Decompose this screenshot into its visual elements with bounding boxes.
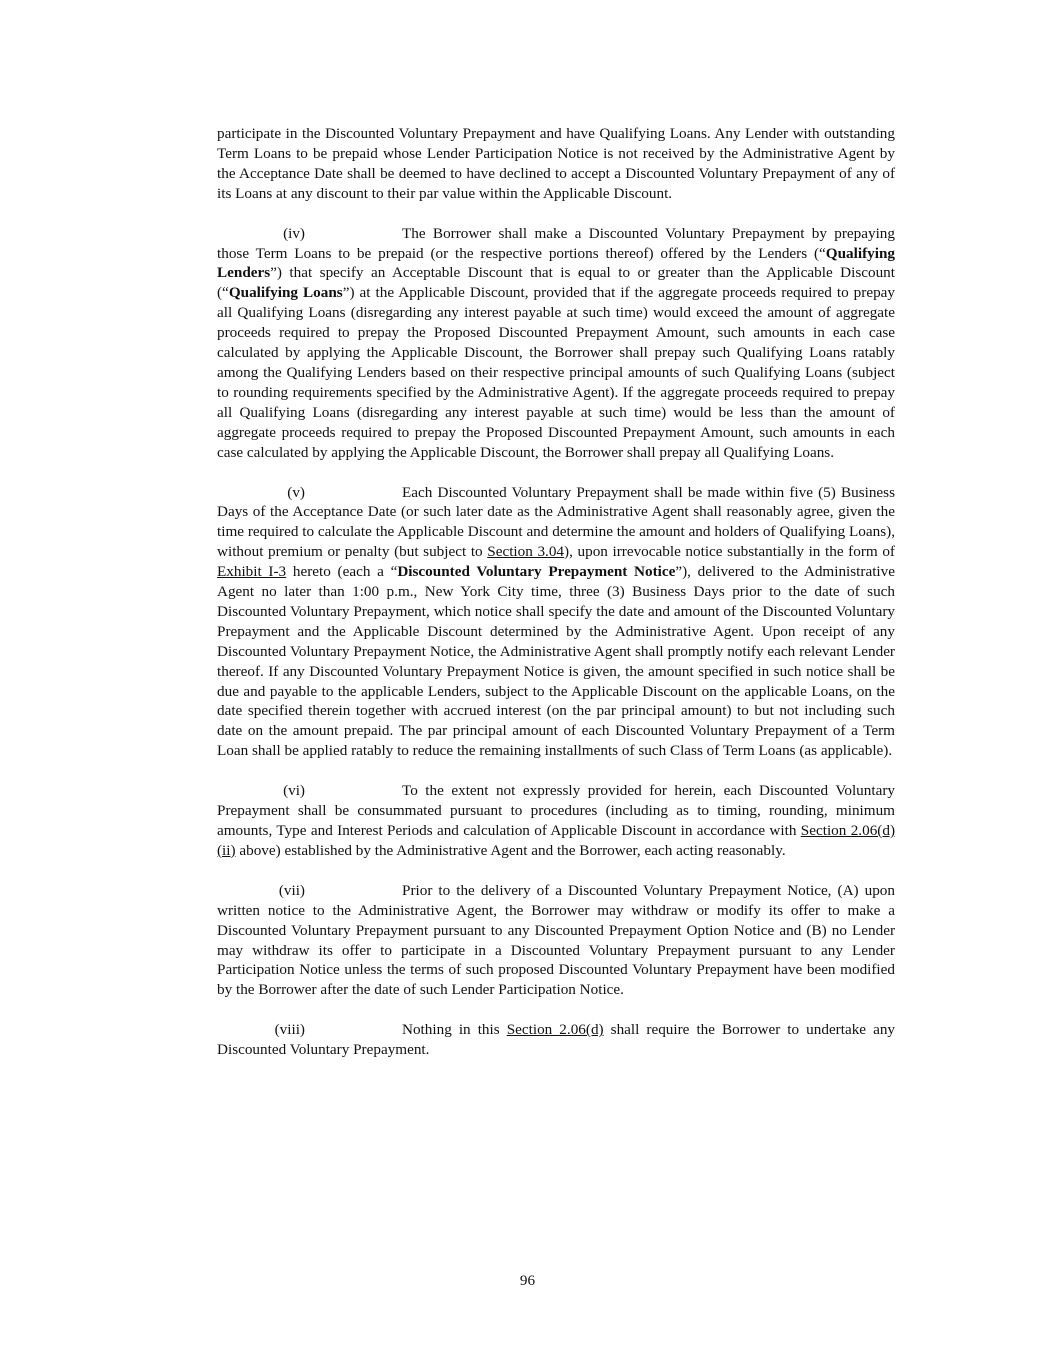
- clause-v: (v) Each Discounted Voluntary Prepayment shall be made within five (5) Business Days of the Acceptance Date (or such later date as the Administrative Agent shall reasonably agree, given the time required to calculate the Applicable Discount and determine the amount and holders of Qualifying Loans), without premium or penalty (but subject to Section 3.04), upon irrevocable notice substantially in the form of Exhibit I-3 hereto (each a “Discounted Voluntary Prepayment Notice”), delivered to the Administrative Agent no later than 1:00 p.m., New York City time, three (3) Business Days prior to the date of such Discounted Voluntary Prepayment, which notice shall specify the date and amount of the Discounted Voluntary Prepayment and the Applicable Discount determined by the Administrative Agent. Upon receipt of any Discounted Voluntary Prepayment Notice, the Administrative Agent shall promptly notify each relevant Lender thereof. If any Discounted Voluntary Prepayment Notice is given, the amount specified in such notice shall be due and payable to the applicable Lenders, subject to the Applicable Discount on the applicable Loans, on the date specified therein together with accrued interest (on the par principal amount) to but not including such date on the amount prepaid. The par principal amount of each Discounted Voluntary Prepayment of a Term Loan shall be applied ratably to reduce the remaining installments of such Class of Term Loans (as applicable).: [217, 483, 895, 760]
- clause-iv: (iv) The Borrower shall make a Discounted Voluntary Prepayment by prepaying those Term Loans to be prepaid (or the respective portions thereof) offered by the Lenders (“Qualifying Lenders”) that specify an Acceptable Discount that is equal to or greater than the Applicable Discount (“Qualifying Loans”) at the Applicable Discount, provided that if the aggregate proceeds required to prepay all Qualifying Loans (disregarding any interest payable at such time) would exceed the amount of aggregate proceeds required to prepay the Proposed Discounted Prepayment Amount, such amounts in each case calculated by applying the Applicable Discount, the Borrower shall prepay such Qualifying Loans ratably among the Qualifying Lenders based on their respective principal amounts of such Qualifying Loans (subject to rounding requirements specified by the Administrative Agent). If the aggregate proceeds required to prepay all Qualifying Loans (disregarding any interest payable at such time) would be less than the amount of aggregate proceeds required to prepay the Proposed Discounted Prepayment Amount, such amounts in each case calculated by applying the Applicable Discount, the Borrower shall prepay all Qualifying Loans.: [217, 224, 895, 461]
- document-body: [217, 124, 895, 1080]
- clause-number: (viii): [274, 1021, 305, 1039]
- clause-viii: (viii) Nothing in this Section 2.06(d) shall require the Borrower to undertake any Discounted Voluntary Prepayment.: [217, 1021, 896, 1059]
- exhibit-reference: Exhibit I-3: [217, 563, 287, 581]
- clause-number: (v): [287, 483, 305, 501]
- clause-vi: (vi) To the extent not expressly provided for herein, each Discounted Voluntary Prepayment shall be consummated pursuant to procedures (including as to timing, rounding, minimum amounts, Type and Interest Periods and calculation of Applicable Discount in accordance with Section 2.06(d)(ii) above) established by the Administrative Agent and the Borrower, each acting reasonably.: [217, 782, 895, 859]
- page-number: 96: [519, 1272, 536, 1289]
- defined-term: Qualifying Lenders: [217, 244, 895, 282]
- section-reference: Section 3.04: [487, 543, 565, 561]
- section-reference: Section 2.06(d)(ii): [217, 822, 895, 859]
- section-reference: Section 2.06(d): [506, 1021, 604, 1039]
- clause-vii: (vii) Prior to the delivery of a Discounted Voluntary Prepayment Notice, (A) upon written notice to the Administrative Agent, the Borrower may withdraw or modify its offer to make a Discounted Voluntary Prepayment pursuant to any Discounted Prepayment Option Notice and (B) no Lender may withdraw its offer to participate in a Discounted Voluntary Prepayment pursuant to any Lender Participation Notice unless the terms of such proposed Discounted Voluntary Prepayment have been modified by the Borrower after the date of such Lender Participation Notice.: [217, 881, 895, 999]
- clause-number: (iv): [283, 224, 305, 242]
- defined-term: Discounted Voluntary Prepayment Notice: [397, 563, 676, 581]
- paragraph-continuation: participate in the Discounted Voluntary Prepayment and have Qualifying Loans. Any Lender with outstanding Term Loans to be prepaid whose Lender Participation Notice is not received by the Administrative Agent by the Acceptance Date shall be deemed to have declined to accept a Discounted Voluntary Prepayment of any of its Loans at any discount to their par value within the Applicable Discount.: [217, 125, 895, 202]
- defined-term: Qualifying Loans: [228, 284, 343, 302]
- clause-number: (vii): [278, 881, 305, 899]
- clause-number: (vi): [283, 782, 305, 800]
